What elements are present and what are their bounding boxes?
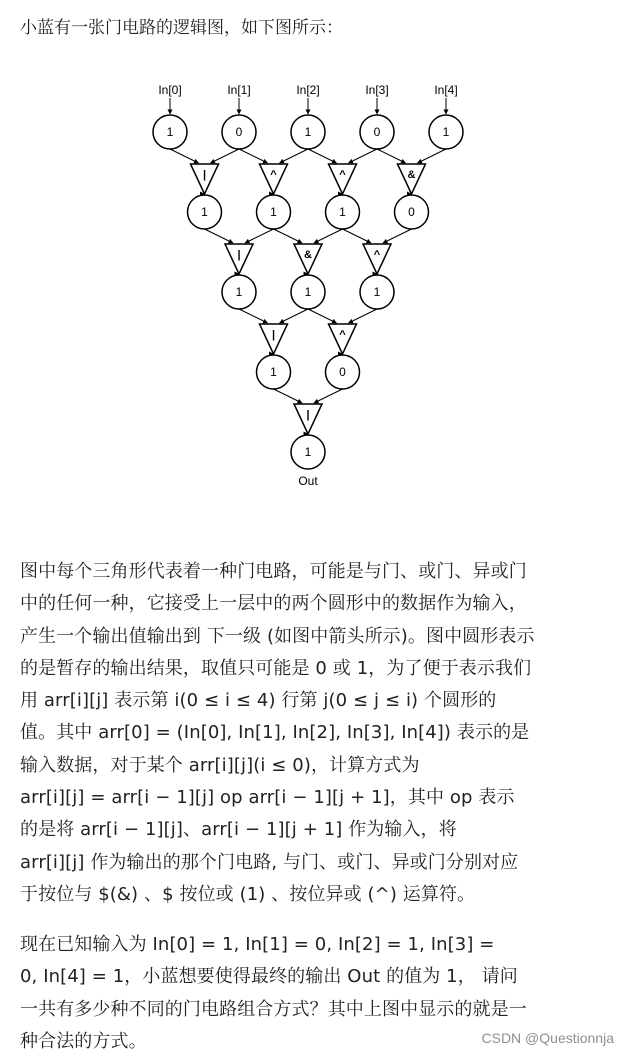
text-line: 的是暂存的输出结果，取值只可能是 0 或 1，为了便于表示我们 (20, 657, 532, 679)
gate-operator: ^ (270, 169, 277, 181)
text-line: 用 arr[i][j] 表示第 i(0 ≤ i ≤ 4) 行第 j(0 ≤ j ≤ i) 个圆形的 (20, 690, 497, 712)
gate-input-arrow (314, 229, 343, 243)
gate-input-arrow (280, 149, 309, 163)
gate-input-arrow (274, 229, 303, 243)
description-paragraph (20, 556, 612, 911)
text-line: 一共有多少种不同的门电路组合方式？其中上图中显示的就是一 (20, 998, 527, 1020)
text-line: 于按位与 $(&) 、$ 按位或 (1) 、按位异或 (^) 运算符。 (20, 883, 476, 905)
text-line: 值。其中 arr[0] = (In[0], In[1], In[2], In[3], In[4]) 表示的是 (20, 722, 530, 744)
gate-input-arrow (239, 309, 268, 323)
text-line: 现在已知输入为 In[0] = 1, In[1] = 0, In[2] = 1, In[3] = (20, 934, 495, 955)
gate-input-arrow (349, 309, 378, 323)
gate-input-arrow (280, 309, 309, 323)
register-value: 1 (166, 125, 174, 139)
gate-input-arrow (170, 149, 199, 163)
gate-input-arrow (239, 149, 268, 163)
text-line: 中的任何一种，它接受上一层中的两个圆形中的数据作为输入， (20, 593, 527, 615)
register-value: 1 (442, 125, 450, 139)
register-value: 1 (235, 285, 243, 299)
register-value: 1 (201, 205, 208, 219)
gate-input-arrow (211, 149, 240, 163)
gate-input-arrow (349, 149, 378, 163)
gate-input-arrow (308, 149, 337, 163)
gate-operator: ^ (339, 169, 346, 181)
register-value: 1 (304, 125, 312, 139)
text-line: 产生一个输出值输出到 下一级 (如图中箭头所示)。图中圆形表示 (20, 625, 535, 647)
input-label: In[1] (227, 83, 251, 97)
gate-input-arrow (383, 229, 412, 243)
gate-operator: | (306, 409, 310, 421)
gate-operator: | (271, 329, 276, 341)
gate-operator: ^ (339, 329, 346, 341)
text-line: arr[i][j] = arr[i − 1][j] op arr[i − 1][j + 1]，其中 op 表示 (20, 787, 515, 809)
text-line: arr[i][j] 作为输出的那个门电路, 与门、或门、异或门分别对应 (20, 851, 519, 873)
gate-input-arrow (205, 229, 234, 243)
register-value: 1 (270, 365, 277, 379)
gate-input-arrow (343, 229, 372, 243)
input-label: In[3] (365, 83, 389, 97)
text-line: 种合法的方式。 (20, 1030, 147, 1052)
gate-input-arrow (308, 309, 337, 323)
logic-gate-diagram (130, 82, 470, 502)
gate-operator: & (304, 249, 312, 261)
gate-operator: | (237, 249, 241, 261)
register-value: 1 (304, 445, 312, 459)
register-value: 0 (339, 365, 346, 379)
input-label: In[2] (296, 83, 320, 97)
gate-input-arrow (418, 149, 447, 163)
intro-text: 小蓝有一张门电路的逻辑图，如下图所示： (20, 18, 343, 38)
gate-input-arrow (245, 229, 274, 243)
input-label: In[4] (434, 83, 458, 97)
gate-input-arrow (314, 389, 343, 403)
register-value: 0 (373, 125, 381, 139)
gate-operator: | (202, 169, 207, 181)
text-line: 图中每个三角形代表着一种门电路，可能是与门、或门、异或门 (20, 561, 527, 582)
register-value: 1 (373, 285, 381, 299)
gate-operator: & (407, 169, 416, 181)
text-line: 的是将 arr[i − 1][j]、arr[i − 1][j + 1] 作为输入，将 (20, 819, 457, 841)
input-label: In[0] (158, 83, 182, 97)
output-label: Out (298, 474, 318, 488)
register-value: 0 (235, 125, 243, 139)
register-value: 1 (304, 285, 312, 299)
gate-operator: ^ (373, 249, 381, 261)
gate-input-arrow (274, 389, 303, 403)
text-line: 输入数据，对于某个 arr[i][j](i ≤ 0)，计算方式为 (20, 754, 420, 776)
register-value: 0 (408, 205, 415, 219)
text-line: 0, In[4] = 1，小蓝想要使得最终的输出 Out 的值为 1， 请问 (20, 966, 518, 988)
register-value: 1 (339, 205, 346, 219)
watermark: CSDN @Questionnja (481, 1030, 614, 1046)
register-value: 1 (270, 205, 277, 219)
gate-input-arrow (377, 149, 406, 163)
